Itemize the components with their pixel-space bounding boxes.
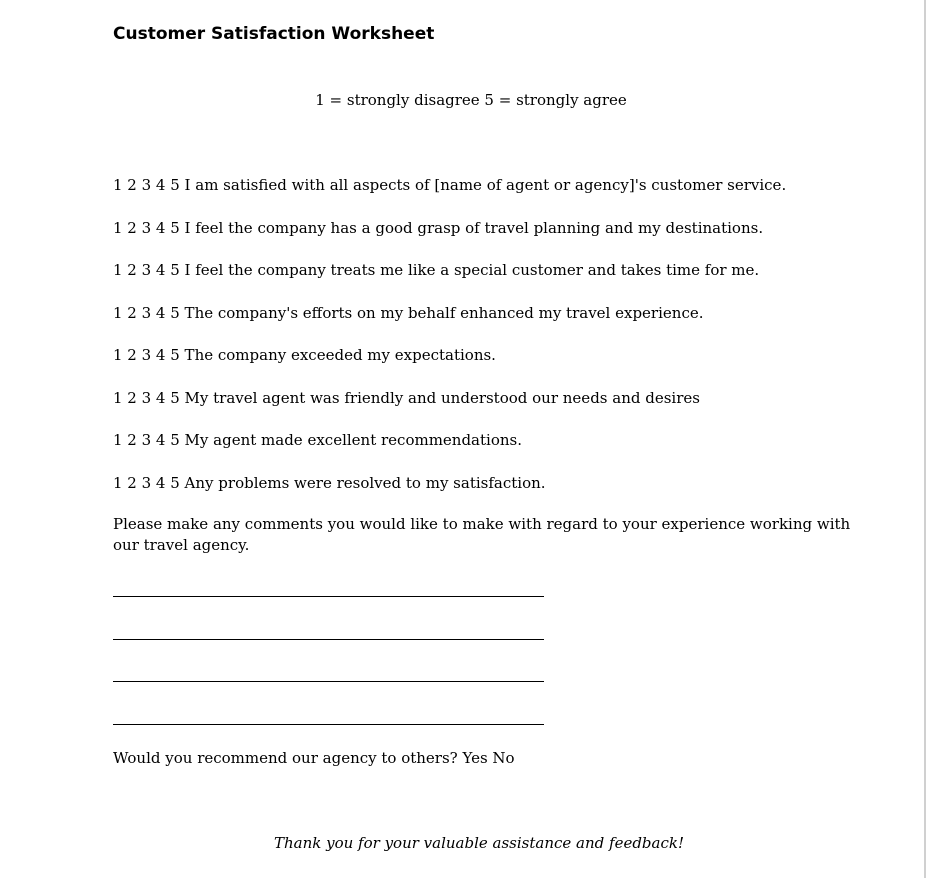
statement-item: 1 2 3 4 5 I feel the company treats me like a special customer and takes time for me. <box>113 261 760 279</box>
comment-line <box>113 639 544 640</box>
rating-scale-key: 1 = strongly disagree 5 = strongly agree <box>315 91 627 109</box>
statement-item: 1 2 3 4 5 My travel agent was friendly and understood our needs and desires <box>113 388 700 407</box>
worksheet-title: Customer Satisfaction Worksheet <box>113 24 435 44</box>
statement-item: 1 2 3 4 5 The company exceeded my expectations. <box>113 346 496 364</box>
closing-thanks: Thank you for your valuable assistance and feedback! <box>273 834 684 852</box>
statement-item: 1 2 3 4 5 My agent made excellent recommendations. <box>113 431 522 449</box>
statement-item: 1 2 3 4 5 I feel the company has a good grasp of travel planning and my destinations. <box>113 218 764 237</box>
comments-prompt: Please make any comments you would like to make with regard to your experience working with our travel agency. <box>113 515 851 554</box>
comment-lines <box>113 596 544 766</box>
comment-line <box>113 724 544 725</box>
comment-line <box>113 596 544 597</box>
comment-line <box>113 681 544 682</box>
recommend-question: Would you recommend our agency to others? Yes No <box>113 749 515 767</box>
statement-item: 1 2 3 4 5 I am satisfied with all aspects of [name of agent or agency]'s customer service. <box>113 176 787 194</box>
statement-item: 1 2 3 4 5 The company's efforts on my behalf enhanced my travel experience. <box>113 303 704 322</box>
statement-item: 1 2 3 4 5 Any problems were resolved to my satisfaction. <box>113 473 546 492</box>
statement-list <box>113 174 786 514</box>
